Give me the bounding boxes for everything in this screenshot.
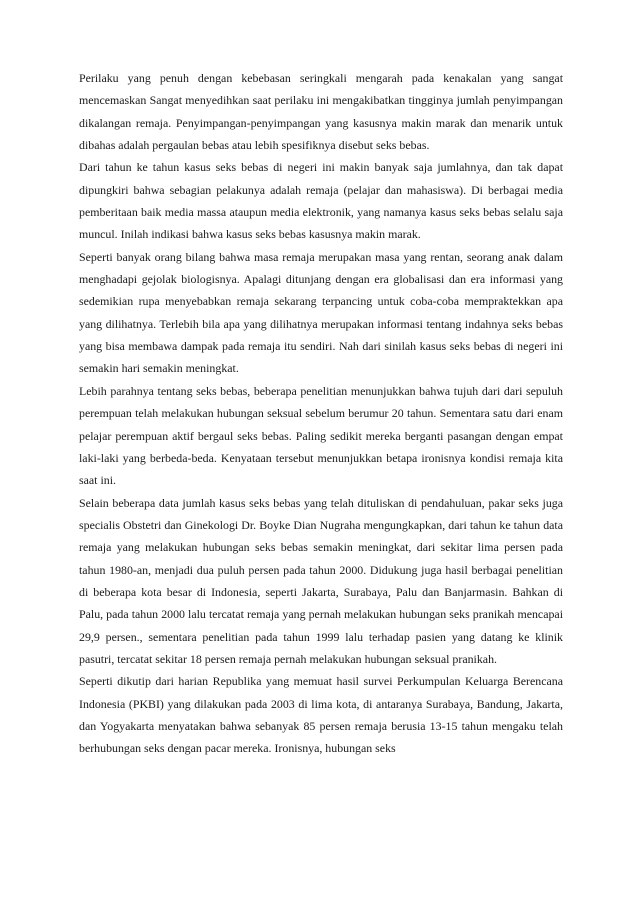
paragraph-3: Seperti banyak orang bilang bahwa masa remaja merupakan masa yang rentan, seorang anak dalam menghadapi gejolak biologisnya. Apalagi ditunjang dengan era globalisasi dan era informasi yang sedemikian rupa menyebabkan remaja sekarang terpancing untuk coba-coba mempraktekkan apa yang dilihatnya. Terlebih bila apa yang dilihatnya merupakan informasi tentang indahnya seks bebas yang bisa membawa dampak pada remaja itu sendiri. Nah dari sinilah kasus seks bebas di negeri ini semakin hari semakin meningkat.: [79, 249, 563, 376]
paragraph-4: Lebih parahnya tentang seks bebas, beberapa penelitian menunjukkan bahwa tujuh dari dari sepuluh perempuan telah melakukan hubungan seksual sebelum berumur 20 tahun. Sementara satu dari enam pelajar perempuan aktif bergaul seks bebas. Paling sedikit mereka berganti pasangan dengan empat laki-laki yang berbeda-beda. Kenyataan tersebut menunjukkan betapa ironisnya kondisi remaja kita saat ini.: [79, 383, 563, 488]
paragraph-2: Dari tahun ke tahun kasus seks bebas di negeri ini makin banyak saja jumlahnya, dan tak dapat dipungkiri bahwa sebagian pelakunya adalah remaja (pelajar dan mahasiswa). Di berbagai media pemberitaan baik media massa ataupun media elektronik, yang namanya kasus seks bebas selalu saja muncul. Inilah indikasi bahwa kasus seks bebas kasusnya makin marak.: [79, 160, 563, 242]
paragraph-5: Selain beberapa data jumlah kasus seks bebas yang telah dituliskan di pendahuluan, pakar seks juga specialis Obstetri dan Ginekologi Dr. Boyke Dian Nugraha mengungkapkan, dari tahun ke tahun data remaja yang melakukan hubungan seks bebas semakin meningkat, dari sekitar lima persen pada tahun 1980-an, menjadi dua puluh persen pada tahun 2000. Didukung juga hasil berbagai penelitian di beberapa kota besar di Indonesia, seperti Jakarta, Surabaya, Palu dan Banjarmasin. Bahkan di Palu, pada tahun 2000 lalu tercatat remaja yang pernah melakukan hubungan seks pranikah mencapai 29,9 persen., sementara penelitian pada tahun 1999 lalu terhadap pasien yang datang ke klinik pasutri, tercatat sekitar 18 persen remaja pernah melakukan hubungan seksual pranikah.: [79, 495, 563, 666]
paragraph-6: Seperti dikutip dari harian Republika yang memuat hasil survei Perkumpulan Keluarga Berencana Indonesia (PKBI) yang dilakukan pada 2003 di lima kota, di antaranya Surabaya, Bandung, Jakarta, dan Yogyakarta menyatakan bahwa sebanyak 85 persen remaja berusia 13-15 tahun mengaku telah berhubungan seks dengan pacar mereka. Ironisnya, hubungan seks: [79, 674, 563, 756]
paragraph-1: Perilaku yang penuh dengan kebebasan seringkali mengarah pada kenakalan yang sangat mencemaskan Sangat menyedihkan saat perilaku ini mengakibatkan tingginya jumlah penyimpangan dikalangan remaja. Penyimpangan-penyimpangan yang kasusnya makin marak dan menarik untuk dibahas adalah pergaulan bebas atau lebih spesifiknya disebut seks bebas.: [79, 71, 563, 153]
document-body: [79, 67, 563, 760]
